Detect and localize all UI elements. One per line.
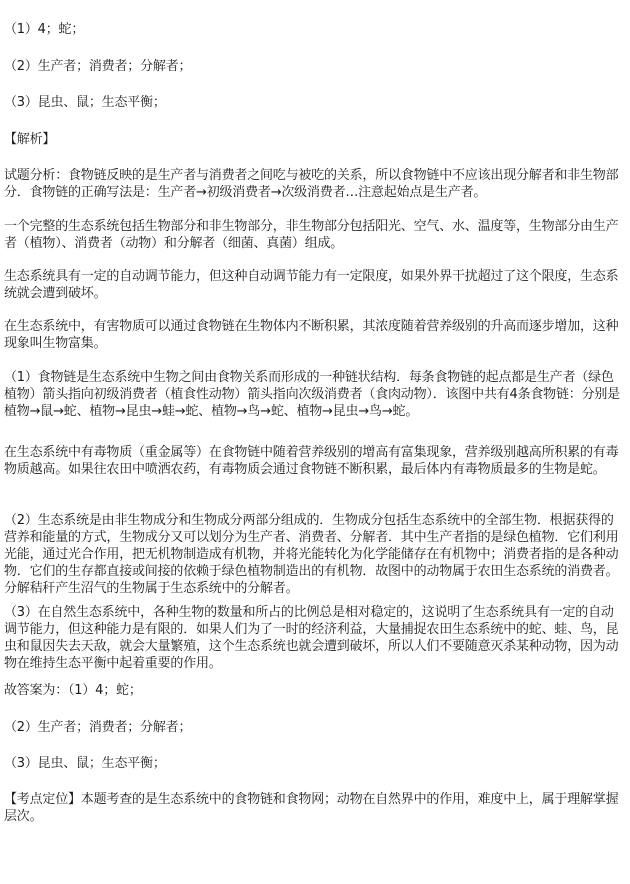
analysis-paragraph-2: 一个完整的生态系统包括生物部分和非生物部分，非生物部分包括阳光、空气、水、温度等，生物部分由生产者（植物）、消费者（动物）和分解者（细菌、真菌）组成。 (4, 219, 619, 251)
analysis-paragraph-4: 在生态系统中，有害物质可以通过食物链在生物体内不断积累，其浓度随着营养级别的升高而逐步增加，这种现象叫生物富集。 (4, 319, 619, 351)
answer-part-2: （2）生产者；消费者；分解者； (4, 59, 192, 74)
analysis-paragraph-1: 试题分析：食物链反映的是生产者与消费者之间吃与被吃的关系，所以食物链中不应该出现分解者和非生物部分．食物链的正确写法是：生产者→初级消费者→次级消费者…注意起始点是生产者。 (4, 168, 619, 200)
analysis-paragraph-6: 在生态系统中有毒物质（重金属等）在食物链中随着营养级别的增高有富集现象，营养级别越高所积累的有毒物质越高。如果往农田中喷洒农药，有毒物质会通过食物链不断积累，最后体内有毒物质最多的生物是蛇。 (4, 445, 619, 477)
analysis-paragraph-3: 生态系统具有一定的自动调节能力，但这种自动调节能力有一定限度，如果外界干扰超过了这个限度，生态系统就会遭到破坏。 (4, 269, 619, 301)
analysis-paragraph-7: （2）生态系统是由非生物成分和生物成分两部分组成的．生物成分包括生态系统中的全部生物．根据获得的营养和能量的方式，生物成分又可以划分为生产者、消费者、分解者．其中生产者指的是绿色植物．它们利用光能，通过光合作用，把无机物制造成有机物，并将光能转化为化学能储存在有机物中；消费者指的是各种动物．它们的生存都直接或间接的依赖于绿色植物制造出的有机物．故图中的动物属于农田生态系统的消费者。分解秸秆产生沼气的生物属于生态系统中的分解者。 (4, 513, 619, 596)
final-answer-part-3: （3）昆虫、鼠；生态平衡； (4, 756, 166, 771)
analysis-paragraph-8: （3）在自然生态系统中，各种生物的数量和所占的比例总是相对稳定的，这说明了生态系统具有一定的自动调节能力，但这种能力是有限的．如果人们为了一时的经济利益，大量捕捉农田生态系统中的蛇、蛙、鸟，昆虫和鼠因失去天敌，就会大量繁殖，这个生态系统也就会遭到破坏，所以人们不要随意灭杀某种动物，因为动物在维持生态平衡中起着重要的作用。 (4, 605, 619, 671)
answer-part-1: （1）4；蛇； (4, 22, 85, 37)
analysis-heading: 【解析】 (4, 132, 56, 147)
knowledge-point: 【考点定位】本题考查的是生态系统中的食物链和食物网；动物在自然界中的作用，难度中上，属于理解掌握层次。 (4, 792, 619, 824)
answer-part-3: （3）昆虫、鼠；生态平衡； (4, 95, 166, 110)
final-answer-part-1: 故答案为：（1）4；蛇； (4, 683, 142, 698)
final-answer-part-2: （2）生产者；消费者；分解者； (4, 720, 192, 735)
analysis-paragraph-5: （1）食物链是生态系统中生物之间由食物关系而形成的一种链状结构．每条食物链的起点都是生产者（绿色植物）箭头指向初级消费者（植食性动物）箭头指向次级消费者（食肉动物）．该图中共有4条食物链：分别是植物→鼠→蛇、植物→昆虫→蛙→蛇、植物→鸟→蛇、植物→昆虫→鸟→蛇。 (4, 370, 620, 419)
